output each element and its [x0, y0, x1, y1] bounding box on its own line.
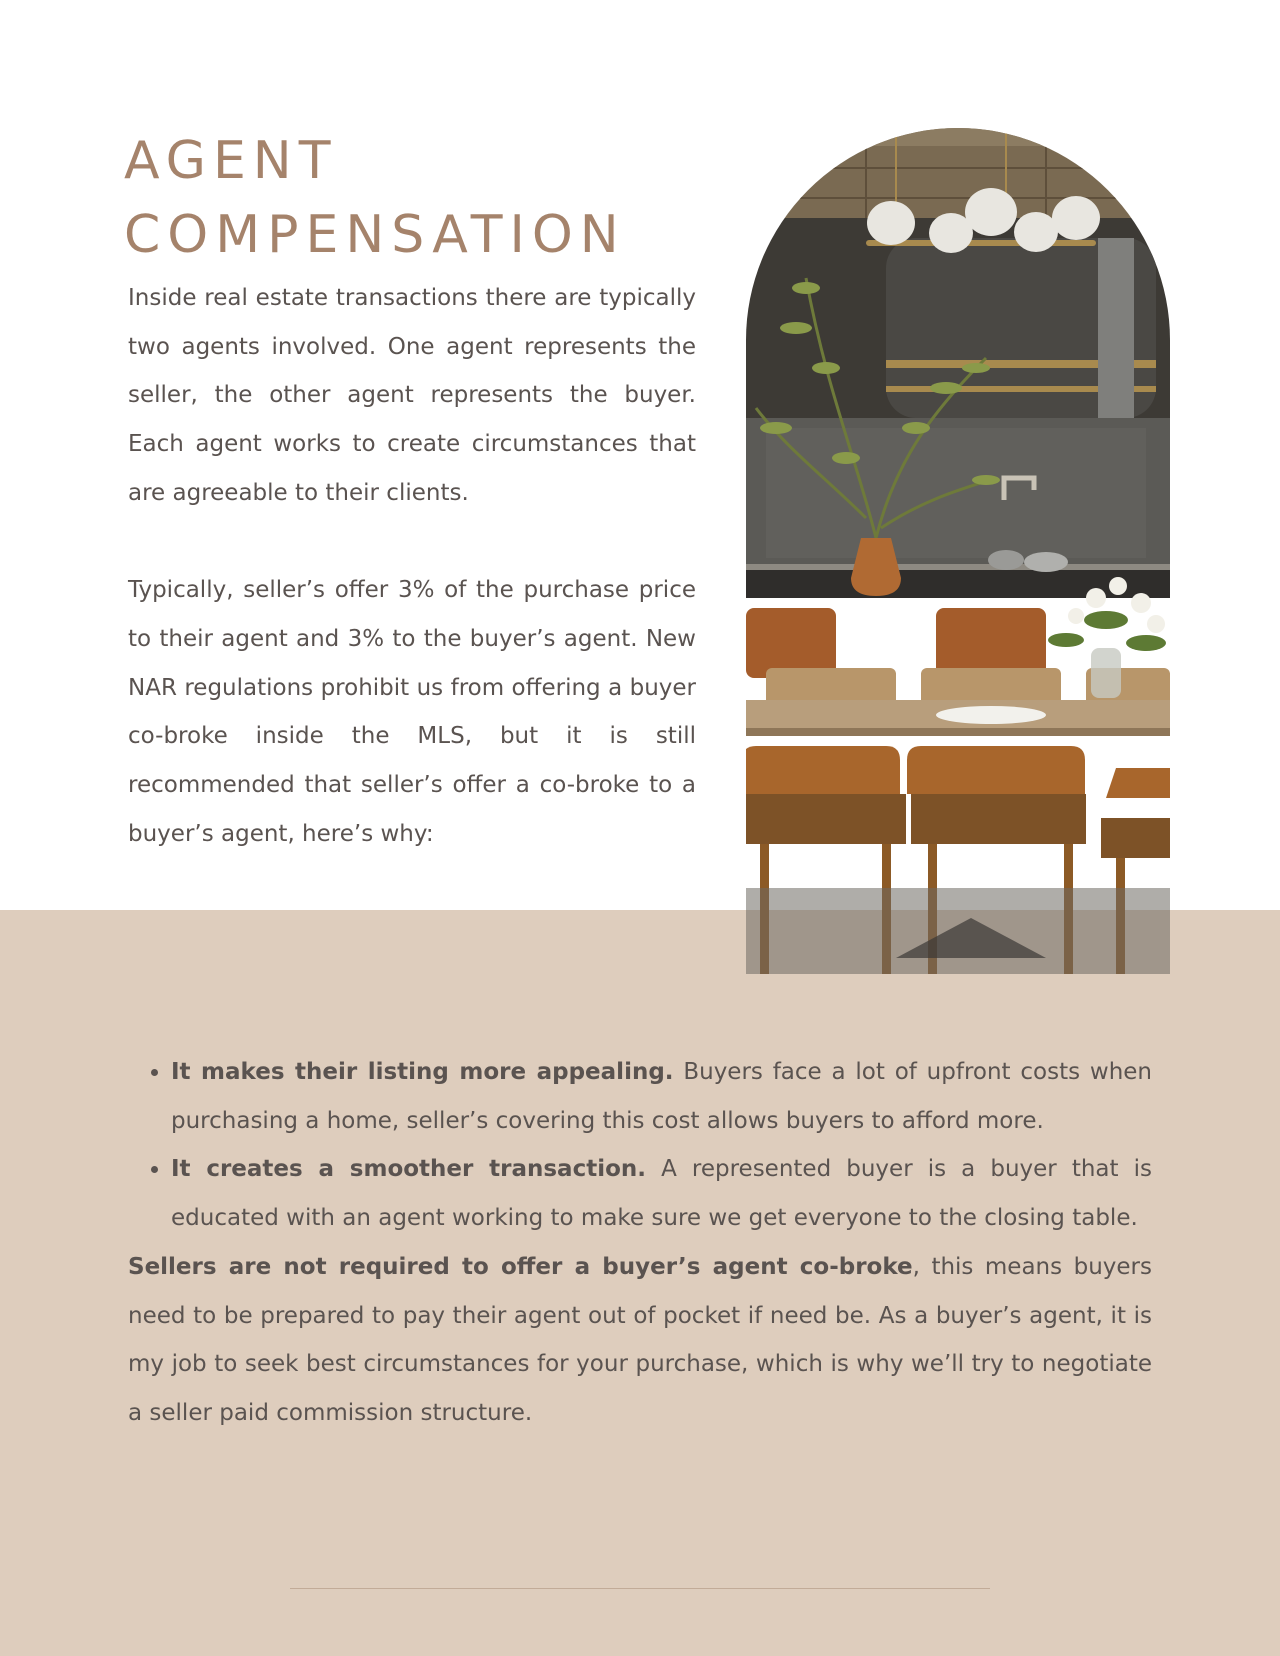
closing-text: , this means buyers need to be prepared to pay their agent out of pocket if need be. As a buyer’s agent, it is my job to seek best circumstances for your purchase, which is why we’ll try to negotiate a seller paid commission structure. [128, 1253, 1152, 1426]
dining-room-photo [746, 128, 1170, 974]
reason-1-text: Buyers face a lot of upfront costs when purchasing a home, seller’s covering this cost allows buyers to afford more. [171, 1059, 1153, 1134]
title-line-2: COMPENSATION [124, 205, 626, 265]
reason-2-text: A represented buyer is a buyer that is educated with an agent working to make sure we get everyone to the closing table. [171, 1156, 1152, 1232]
reason-1-heading: It makes their listing more appealing. [171, 1059, 674, 1085]
dining-room-illustration [746, 128, 1170, 974]
list-item [171, 1145, 1152, 1242]
list-item [171, 1048, 1152, 1145]
intro-text [128, 274, 696, 858]
footer-divider [290, 1588, 990, 1589]
page-title [124, 124, 626, 272]
reason-2-heading: It creates a smoother transaction. [171, 1156, 646, 1183]
intro-paragraph-1: Inside real estate transactions there are typically two agents involved. One agent represents the seller, the other agent represents the buyer. Each agent works to create circumstances that are agreeable to their clients. [128, 285, 696, 506]
closing-paragraph [128, 1243, 1152, 1438]
intro-paragraph-2: Typically, seller’s offer 3% of the purchase price to their agent and 3% to the buyer’s agent. New NAR regulations prohibit us from offering a buyer co-broke inside the MLS, but it is still recommended that seller’s offer a co-broke to a buyer’s agent, here’s why: [128, 577, 696, 847]
reasons-section [128, 1048, 1152, 1438]
title-line-1: AGENT [124, 131, 338, 191]
closing-emphasis: Sellers are not required to offer a buyer’s agent co-broke [128, 1253, 913, 1280]
reasons-list [128, 1048, 1152, 1243]
